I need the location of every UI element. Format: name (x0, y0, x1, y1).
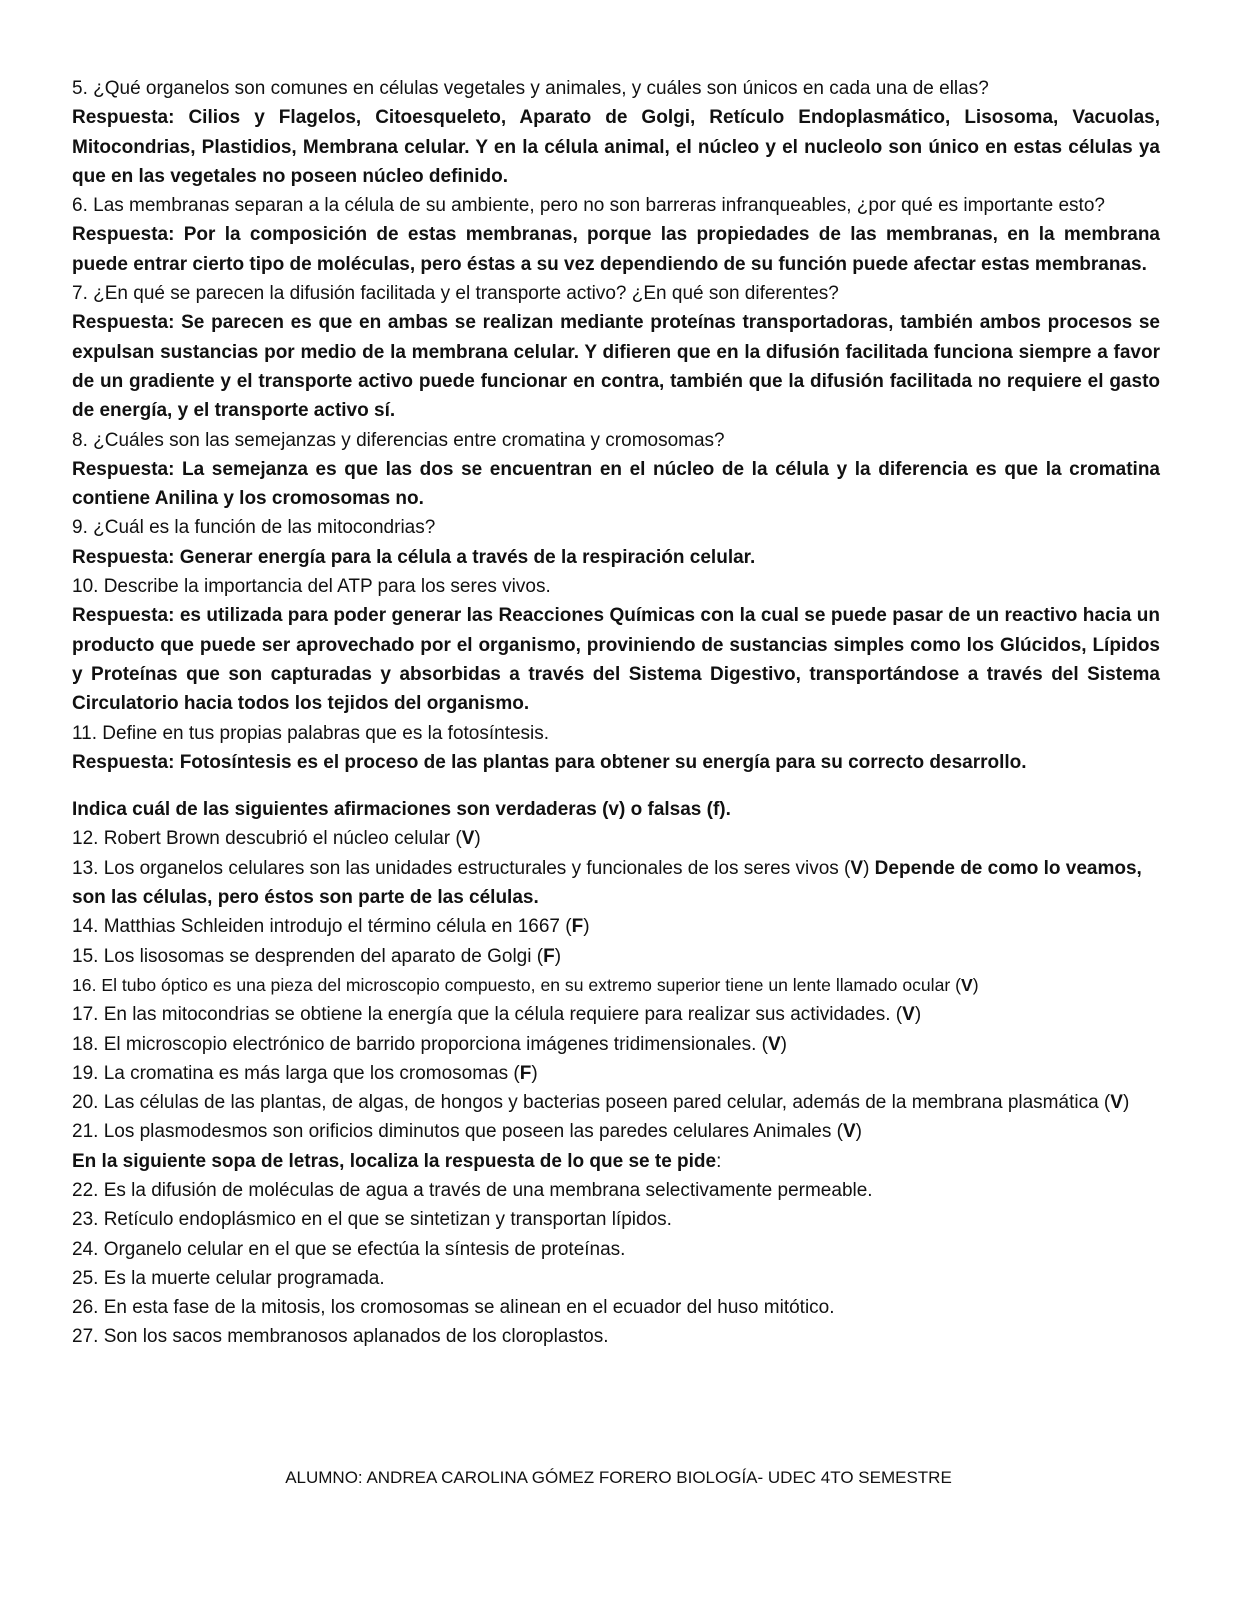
statement-16-close: ) (972, 974, 979, 995)
statement-21 (72, 1117, 1160, 1146)
statement-17-answer: V (902, 1004, 915, 1026)
statement-15-close: ) (554, 945, 562, 967)
statement-12-close: ) (474, 828, 481, 850)
section-gap (72, 777, 1160, 795)
sopa-heading (72, 1147, 1160, 1176)
clue-25: 25. Es la muerte celular programada. (72, 1267, 385, 1289)
statement-13-note: Depende de como lo veamos, son las células, pero éstos son parte de las células. (72, 857, 1142, 909)
answer-10: Respuesta: es utilizada para poder generar las Reacciones Químicas con la cual se puede pasar de un reactivo hacia un producto que puede ser aprovechado por el organismo, proviniendo de sustancias simples como los Glúcidos, Lípidos y Proteínas que son capturadas y absorbidas a través del Sistema Digestivo, transportándose a través del Sistema Circulatorio hacia todos los tejidos del organismo. (72, 605, 1160, 715)
statement-12 (72, 824, 1160, 853)
answer-7: Respuesta: Se parecen es que en ambas se realizan mediante proteínas transportadoras, también ambos procesos se expulsan sustancias por medio de la membrana celular. Y difieren que en la difusión facilitada funciona siempre a favor de un gradiente y el transporte activo puede funcionar en contra, también que la difusión facilitada no requiere el gasto de energía, y el transporte activo sí. (72, 312, 1160, 422)
statement-16-answer: V (960, 974, 973, 995)
question-6: 6. Las membranas separan a la célula de su ambiente, pero no son barreras infranqueables, ¿por qué es importante esto? (72, 195, 1105, 217)
statement-18 (72, 1030, 1160, 1059)
statement-14 (72, 912, 1160, 941)
statement-15 (72, 942, 1160, 971)
question-5: 5. ¿Qué organelos son comunes en células vegetales y animales, y cuáles son únicos en cada una de ellas? (72, 78, 989, 99)
question-8: 8. ¿Cuáles son las semejanzas y diferencias entre cromatina y cromosomas? (72, 429, 725, 451)
statement-14-answer: F (571, 916, 584, 938)
statement-20-close: ) (1122, 1092, 1130, 1114)
statement-17-text: 17. En las mitocondrias se obtiene la energía que la célula requiere para realizar sus actividades. ( (72, 1004, 903, 1026)
sopa-heading-colon: : (716, 1150, 722, 1172)
statement-12-text: 12. Robert Brown descubrió el núcleo celular ( (72, 828, 462, 850)
sopa-heading-text: En la siguiente sopa de letras, localiza la respuesta de lo que se te pide (72, 1150, 717, 1172)
statement-19-text: 19. La cromatina es más larga que los cromosomas ( (72, 1062, 520, 1084)
clue-27: 27. Son los sacos membranosos aplanados de los cloroplastos. (72, 1326, 609, 1348)
statement-18-close: ) (780, 1033, 787, 1055)
answer-8: Respuesta: La semejanza es que las dos se encuentran en el núcleo de la célula y la diferencia es que la cromatina contiene Anilina y los cromosomas no. (72, 458, 1160, 510)
question-9: 9. ¿Cuál es la función de las mitocondrias? (72, 517, 436, 539)
clue-23: 23. Retículo endoplásmico en el que se sintetizan y transportan lípidos. (72, 1209, 672, 1231)
tf-heading: Indica cuál de las siguientes afirmaciones son verdaderas (v) o falsas (f). (72, 799, 731, 821)
answer-11: Respuesta: Fotosíntesis es el proceso de las plantas para obtener su energía para su correcto desarrollo. (72, 751, 1027, 773)
statement-19 (72, 1059, 1160, 1088)
statement-21-text: 21. Los plasmodesmos son orificios diminutos que poseen las paredes celulares Animales ( (72, 1121, 843, 1143)
statement-15-text: 15. Los lisosomas se desprenden del aparato de Golgi ( (72, 945, 544, 967)
document-body (72, 74, 1160, 1352)
statement-13-close: ) (863, 857, 875, 879)
statement-20-answer: V (1110, 1092, 1123, 1114)
statement-15-answer: F (543, 945, 555, 967)
question-10: 10. Describe la importancia del ATP para los seres vivos. (72, 576, 551, 598)
statement-16 (72, 971, 1160, 1000)
question-7: 7. ¿En qué se parecen la difusión facilitada y el transporte activo? ¿En qué son diferentes? (72, 283, 839, 305)
statement-14-close: ) (583, 916, 590, 938)
answer-5: Respuesta: Cilios y Flagelos, Citoesqueleto, Aparato de Golgi, Retículo Endoplasmático, Lisosoma, Vacuolas, Mitocondrias, Plastidios, Membrana celular. Y en la célula animal, el núcleo y el nucleolo son único en estas células ya que en las vegetales no poseen núcleo definido. (72, 107, 1160, 187)
statement-17-close: ) (914, 1004, 922, 1026)
question-11: 11. Define en tus propias palabras que es la fotosíntesis. (72, 722, 550, 744)
statement-21-close: ) (855, 1121, 862, 1143)
page-footer: ALUMNO: ANDREA CAROLINA GÓMEZ FORERO BIOLOGÍA- UDEC 4TO SEMESTRE (285, 1468, 952, 1487)
answer-6: Respuesta: Por la composición de estas membranas, porque las propiedades de las membranas, en la membrana puede entrar cierto tipo de moléculas, pero éstas a su vez dependiendo de su función puede afectar estas membranas. (72, 224, 1160, 275)
statement-20-text: 20. Las células de las plantas, de algas, de hongos y bacterias poseen pared celular, además de la membrana plasmática ( (72, 1092, 1111, 1114)
clue-24: 24. Organelo celular en el que se efectúa la síntesis de proteínas. (72, 1238, 626, 1260)
statement-14-text: 14. Matthias Schleiden introdujo el término célula en 1667 ( (72, 916, 572, 938)
statement-12-answer: V (461, 828, 475, 850)
clue-26: 26. En esta fase de la mitosis, los cromosomas se alinean en el ecuador del huso mitótico. (72, 1297, 835, 1319)
statement-13-answer: V (850, 857, 864, 879)
statement-19-close: ) (531, 1062, 538, 1084)
statement-13-text: 13. Los organelos celulares son las unidades estructurales y funcionales de los seres vivos ( (72, 857, 851, 879)
statement-20 (72, 1088, 1160, 1117)
statement-18-text: 18. El microscopio electrónico de barrido proporciona imágenes tridimensionales. ( (72, 1033, 768, 1055)
statement-17 (72, 1000, 1160, 1029)
statement-13 (72, 854, 1160, 913)
clue-22: 22. Es la difusión de moléculas de agua a través de una membrana selectivamente permeable. (72, 1179, 873, 1201)
statement-21-answer: V (842, 1121, 856, 1143)
statement-16-text: 16. El tubo óptico es una pieza del microscopio compuesto, en su extremo superior tiene un lente llamado ocular ( (72, 974, 961, 995)
answer-9: Respuesta: Generar energía para la célula a través de la respiración celular. (72, 546, 756, 568)
statement-18-answer: V (767, 1033, 781, 1055)
statement-19-answer: F (519, 1062, 532, 1084)
